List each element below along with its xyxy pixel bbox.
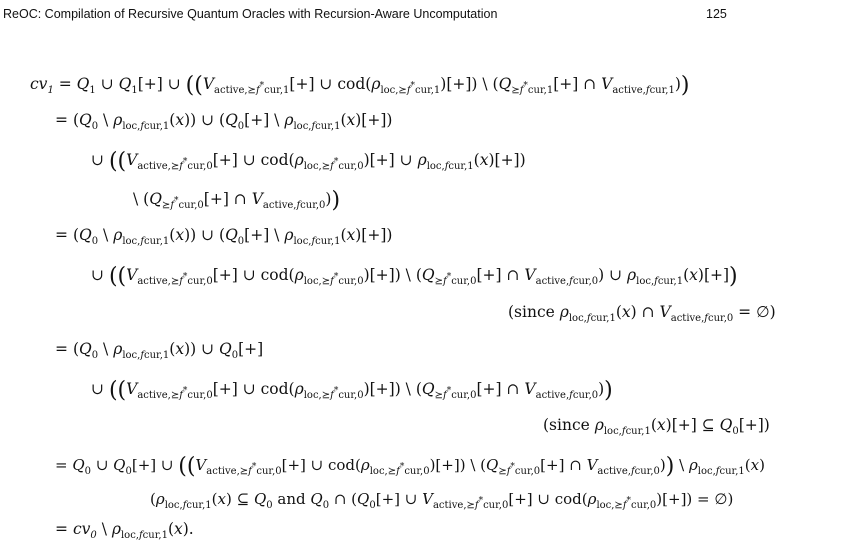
page-number: 125 — [706, 7, 727, 21]
final-subscript: 0 — [90, 530, 97, 541]
equation-line-5: = ($Q_0$ \ $\rho_{loc,fcur,1}(x)$) ∪ ($Q_0[+]$ \ $\rho_{loc,fcur,1}(x)[+]$) — [55, 226, 393, 247]
equation-line-6: ∪ (($V_{active,⪰f^*cur,0}[+]$ ∪ $cod(\rho_{loc,⪰f^*cur,0})[+]$) \ ($Q_{⪰f^*cur,0}[+]$ ∩ $V_{active,fcur,0}$) ∪ $\rho_{loc,fcur,1}(x)[+]$) — [91, 264, 738, 289]
lhs-symbol: cv — [30, 75, 48, 93]
equation-line-2: = ($Q_0$ \ $\rho_{loc,fcur,1}(x)$) ∪ ($Q_0[+]$ \ $\rho_{loc,fcur,1}(x)[+]$) — [55, 111, 393, 132]
equation-line-13: = $cv_0$ \ $\rho_{loc,fcur,1}(x)$. — [55, 520, 194, 541]
equation-line-4: \ ($Q_{⪰f^*cur,0}[+]$ ∩ $V_{active,fcur,0}$)) — [133, 188, 341, 213]
equation-line-3: ∪ (($V_{active,⪰f^*cur,0}[+]$ ∪ $cod(\rho_{loc,⪰f^*cur,0})[+]$ ∪ $\rho_{loc,fcur,1}(x)[+]$) — [91, 149, 526, 174]
justification-2: (since $\rho_{loc,fcur,1}(x)[+]$ ⊆ $Q_0[+]$) — [543, 416, 770, 437]
final-symbol: cv — [72, 520, 91, 538]
equation-line-9: ∪ (($V_{active,⪰f^*cur,0}[+]$ ∪ $cod(\rho_{loc,⪰f^*cur,0})[+]$) \ ($Q_{⪰f^*cur,0}[+]$ ∩ $V_{active,fcur,0}$)) — [91, 378, 613, 403]
running-title: ReOC: Compilation of Recursive Quantum Oracles with Recursion-Aware Uncomputation — [3, 7, 498, 21]
equation-line-1: $cv_1 = Q_1$ ∪ $Q_1[+]$ ∪ (($V_{active,⪰f^*cur,1}[+]$ ∪ $cod(\rho_{loc,⪰f^*cur,1})[+]$) \ ($Q_{⪰f^*cur,1}[+]$ ∩ $V_{active,fcur,1}$)) — [30, 73, 690, 98]
equation-line-11: = $Q_0$ ∪ $Q_0[+]$ ∪ (($V_{active,⪰f^*cur,0}[+]$ ∪ $cod(\rho_{loc,⪰f^*cur,0})[+]$) \ ($Q_{⪰f^*cur,0}[+]$ ∩ $V_{active,fcur,0}$)) \ $\rho_{loc,fcur,1}(x)$ — [55, 454, 765, 479]
page-header — [0, 7, 849, 25]
justification-1: (since $\rho_{loc,fcur,1}(x)$ ∩ $V_{active,fcur,0}$ = ∅) — [508, 303, 776, 324]
lhs-subscript: 1 — [47, 85, 54, 96]
justification-3: ($\rho_{loc,fcur,1}(x)$ ⊆ $Q_0$ and $Q_0$ ∩ ($Q_0[+]$ ∪ $V_{active,⪰f^*cur,0}[+]$ ∪ $cod(\rho_{loc,⪰f^*cur,0})[+]$) = ∅) — [150, 490, 734, 511]
equation-line-8: = ($Q_0$ \ $\rho_{loc,fcur,1}(x)$) ∪ $Q_0[+]$ — [55, 340, 264, 361]
